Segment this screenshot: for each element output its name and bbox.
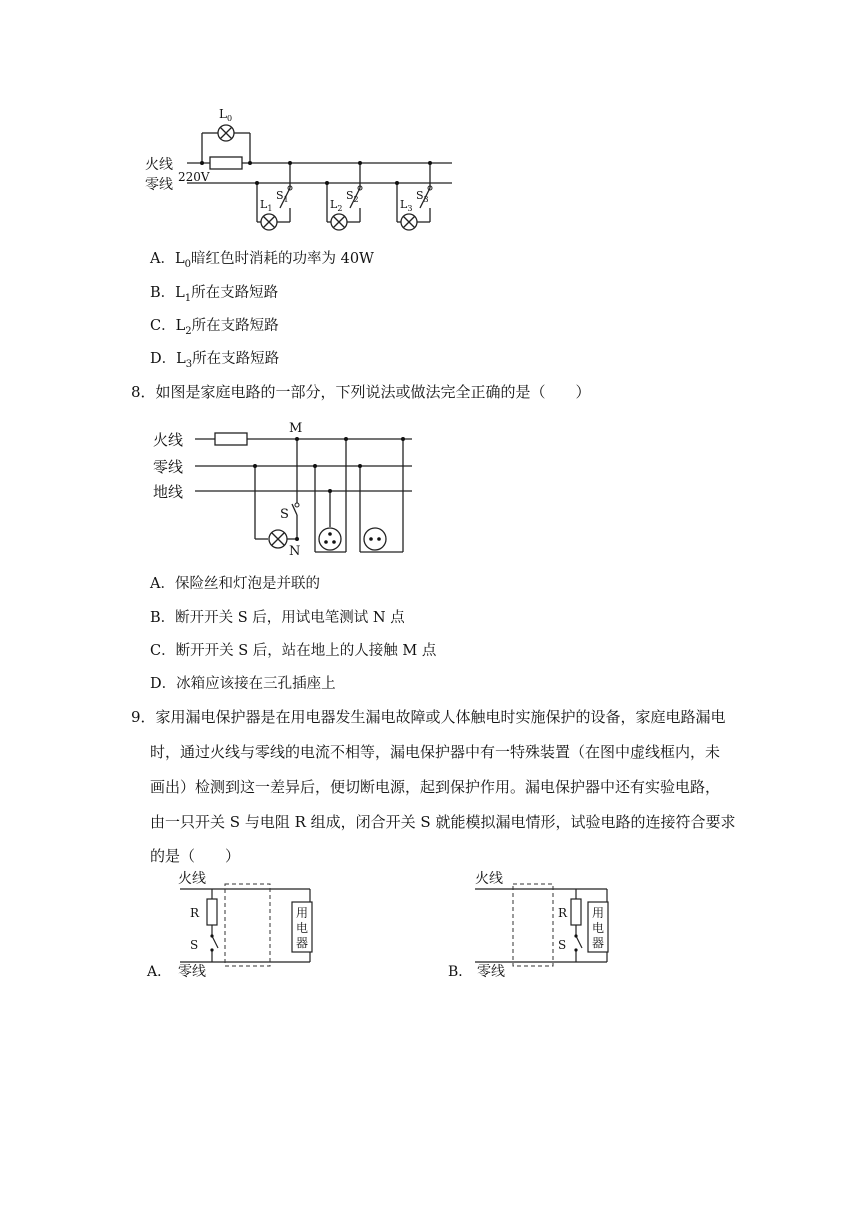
q7-option-d[interactable]: D．$L_3$所在支路短路 [150, 351, 280, 370]
q7-l1-label: $L_1$ [260, 198, 273, 213]
q7-l2-label: $L_2$ [330, 198, 343, 213]
q9b-r-label: R [558, 906, 568, 920]
q9a-neutral-label: 零线 [178, 964, 206, 980]
q7-option-b[interactable]: B．$L_1$所在支路短路 [150, 285, 279, 304]
q8-option-b[interactable]: B．断开开关 S 后，用试电笔测试 N 点 [150, 610, 405, 626]
q9b-device-char-3: 器 [592, 936, 605, 950]
q7-option-c[interactable]: C．$L_2$所在支路短路 [150, 318, 279, 337]
q8-option-a[interactable]: A．保险丝和灯泡是并联的 [150, 576, 320, 592]
q9b-s-label: S [558, 938, 567, 952]
q9-stem-line-5: 的是（ ） [150, 847, 241, 865]
q9a-fire-label: 火线 [178, 871, 206, 887]
q7-l0-label: $L_0$ [219, 107, 233, 123]
q9-diagram-b[interactable] [445, 866, 615, 986]
q9a-r-label: R [190, 906, 200, 920]
q9b-device-char-2: 电 [592, 921, 605, 935]
q8-point-n-label: N [289, 544, 301, 557]
q9-stem-line-1: 9．家用漏电保护器是在用电器发生漏电故障或人体触电时实施保护的设备，家庭电路漏电 [131, 708, 726, 726]
q9b-device-char-1: 用 [592, 906, 605, 920]
q9a-device-char-3: 器 [296, 936, 309, 950]
q7-option-a[interactable]: A．$L_0$暗红色时消耗的功率为 40W [150, 251, 374, 270]
q8-neutral-label: 零线 [153, 458, 184, 476]
q9b-fire-label: 火线 [475, 871, 503, 887]
q7-neutral-label: 零线 [145, 177, 173, 193]
q8-option-c[interactable]: C．断开开关 S 后，站在地上的人接触 M 点 [150, 643, 437, 659]
q8-option-d[interactable]: D．冰箱应该接在三孔插座上 [150, 676, 336, 692]
q9-stem-line-2: 时，通过火线与零线的电流不相等，漏电保护器中有一特殊装置（在图中虚线框内，未 [150, 743, 721, 761]
q9b-neutral-label: 零线 [477, 964, 505, 980]
q9-diagram-a[interactable] [145, 866, 320, 986]
q9b-option-letter: B． [448, 964, 473, 980]
q8-point-m-label: M [289, 421, 303, 436]
q7-s1-label: $S_1$ [276, 189, 289, 204]
q9a-s-label: S [190, 938, 199, 952]
q8-ground-label: 地线 [153, 483, 184, 501]
q8-switch-s-label: S [280, 507, 289, 522]
q8-stem: 8．如图是家庭电路的一部分，下列说法或做法完全正确的是（ ） [131, 383, 591, 401]
q9a-device-char-2: 电 [296, 921, 309, 935]
q9-stem-line-3: 画出）检测到这一差异后，便切断电源，起到保护作用。漏电保护器中还有实验电路， [150, 778, 721, 796]
q7-voltage-label: 220V [178, 170, 210, 184]
q7-circuit-diagram [140, 100, 460, 240]
q9a-device-char-1: 用 [296, 906, 309, 920]
q9-stem-line-4: 由一只开关 S 与电阻 R 组成，闭合开关 S 就能模拟漏电情形，试验电路的连接符合要求 [150, 813, 736, 831]
q8-fire-label: 火线 [153, 431, 184, 449]
q7-l3-label: $L_3$ [400, 198, 413, 213]
q9a-option-letter: A． [147, 964, 172, 980]
q7-fire-label: 火线 [145, 157, 173, 173]
q7-s2-label: $S_2$ [346, 189, 359, 204]
q8-circuit-diagram [150, 412, 420, 557]
q7-s3-label: $S_3$ [416, 189, 429, 204]
